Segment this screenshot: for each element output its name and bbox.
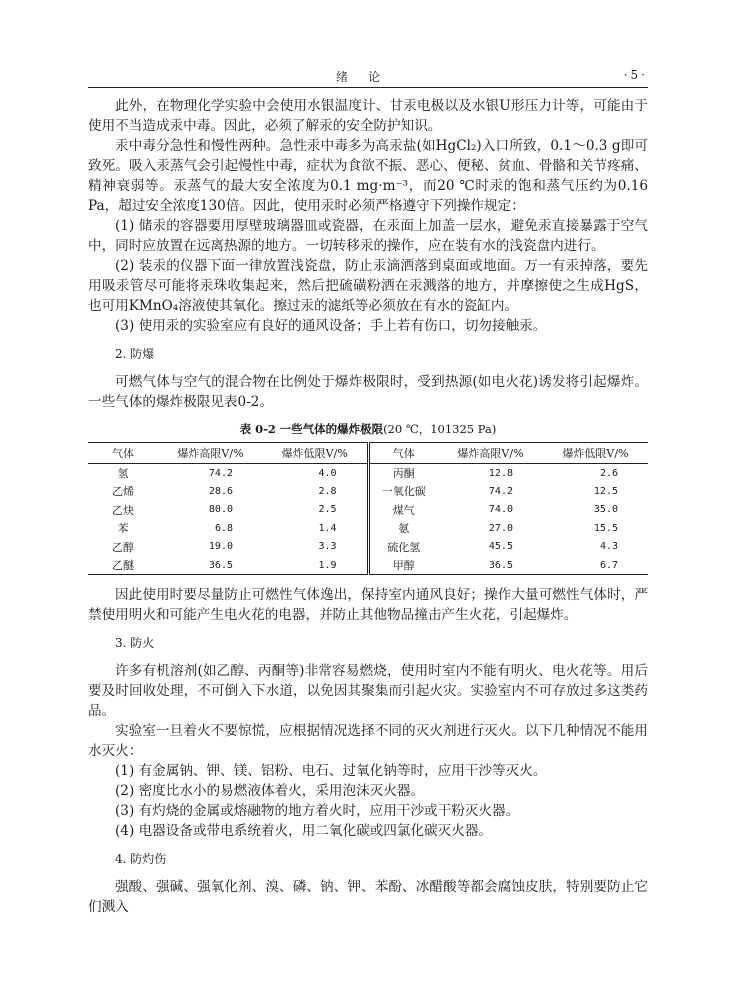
- paragraph: 因此使用时要尽量防止可燃性气体逸出，保持室内通风良好；操作大量可燃性气体时，严禁使用明火和可能产生电火花的电器，并防止其他物品撞击产生火花，引起爆炸。: [88, 587, 648, 623]
- paragraph: 许多有机溶剂(如乙醇、丙酮等)非常容易燃烧，使用时室内不能有明火、电火花等。用后要及时回收处理，不可倒入下水道，以免因其聚集而引起火灾。实验室内不可存放过多这类药品。: [88, 663, 648, 719]
- running-title: 绪论: [335, 70, 400, 84]
- section-heading: 2. 防爆: [115, 347, 155, 361]
- table-header-row: [88, 443, 648, 464]
- lower-limit: 1.9: [318, 559, 337, 571]
- upper-limit: 6.8: [214, 522, 233, 534]
- table-row: [88, 464, 648, 483]
- upper-limit: 74.2: [488, 485, 513, 497]
- paragraph: (1) 储汞的容器要用厚壁玻璃器皿或瓷器，在汞面上加盖一层水，避免汞直接暴露于空气中，同时应放置在远离热源的地方。一切转移汞的操作，应在装有水的浅瓷盘内进行。: [88, 218, 648, 254]
- column-header: 爆炸高限V/%: [158, 443, 263, 464]
- gas-name: 煤气: [368, 501, 438, 520]
- list-item: (4) 电器设备或带电系统着火，用二氧化碳或四氯化碳灭火器。: [115, 823, 493, 839]
- upper-limit: 80.0: [208, 504, 233, 516]
- upper-limit: 74.2: [208, 467, 233, 479]
- paragraph: (2) 装汞的仪器下面一律放置浅瓷盘，防止汞滴洒落到桌面或地面。万一有汞掉落，要先用吸汞管尽可能将汞珠收集起来，然后把硫磺粉洒在汞溅落的地方，并摩擦使之生成HgS，也可用KMnO₄溶液使其氧化。擦过汞的滤纸等必须放在有水的瓷缸内。: [88, 258, 648, 314]
- gas-name: 一氧化碳: [368, 482, 438, 501]
- upper-limit: 45.5: [488, 541, 513, 553]
- table-caption-label: 表 0-2: [239, 422, 276, 436]
- gas-name: 硫化氢: [368, 538, 438, 557]
- lower-limit: 3.3: [318, 541, 337, 553]
- table-caption-condition: (20 ℃，101325 Pa): [383, 422, 497, 436]
- table-row: [88, 482, 648, 501]
- paragraph: 实验室一旦着火不要惊慌，应根据情况选择不同的灭火剂进行灭火。以下几种情况不能用水灭火：: [88, 723, 648, 759]
- column-header: 爆炸高限V/%: [438, 443, 543, 464]
- column-header: 爆炸低限V/%: [543, 443, 648, 464]
- lower-limit: 6.7: [599, 559, 618, 571]
- lower-limit: 15.5: [593, 522, 618, 534]
- lower-limit: 2.5: [318, 504, 337, 516]
- gas-name: 乙醇: [112, 540, 134, 554]
- lower-limit: 35.0: [593, 504, 618, 516]
- table-row: [88, 501, 648, 520]
- explosion-limit-table: [88, 442, 648, 575]
- gas-name: 乙醚: [112, 559, 134, 572]
- paragraph: 强酸、强碱、强氧化剂、溴、磷、钠、钾、苯酚、冰醋酸等都会腐蚀皮肤，特别要防止它们溅入: [88, 879, 648, 915]
- list-item: (1) 有金属钠、钾、镁、铝粉、电石、过氧化钠等时，应用干沙等灭火。: [115, 763, 547, 779]
- page-header: [88, 66, 648, 88]
- table-caption: [88, 420, 648, 438]
- section-heading: 3. 防火: [115, 636, 155, 650]
- table-caption-text: 一些气体的爆炸极限: [279, 422, 384, 436]
- lower-limit: 4.0: [318, 467, 337, 479]
- list-item: (2) 密度比水小的易燃液体着火，采用泡沫灭火器。: [115, 783, 425, 799]
- lower-limit: 2.6: [599, 467, 618, 479]
- upper-limit: 28.6: [208, 485, 233, 497]
- gas-name: 甲醇: [368, 556, 438, 575]
- table-block: [88, 420, 648, 575]
- gas-name: 乙炔: [112, 503, 134, 517]
- gas-name: 乙烯: [112, 485, 134, 499]
- upper-limit: 27.0: [488, 522, 513, 534]
- table-row: [88, 538, 648, 557]
- lower-limit: 1.4: [318, 522, 337, 534]
- lower-limit: 12.5: [593, 485, 618, 497]
- upper-limit: 36.5: [208, 559, 233, 571]
- table-row: [88, 519, 648, 538]
- gas-name: 氢: [117, 467, 129, 480]
- lower-limit: 2.8: [318, 485, 337, 497]
- upper-limit: 74.0: [488, 504, 513, 516]
- paragraph: 汞中毒分急性和慢性两种。急性汞中毒多为高汞盐(如HgCl₂)入口所致，0.1～0.3 g即可致死。吸入汞蒸气会引起慢性中毒，症状为食欲不振、恶心、便秘、贫血、骨骼和关节疼痛、精神衰弱等。汞蒸气的最大安全浓度为0.1 mg·m⁻³，而20 ℃时汞的饱和蒸气压约为0.16 Pa，超过安全浓度130倍。因此，使用汞时必须严格遵守下列操作规定：: [88, 138, 648, 214]
- upper-limit: 19.0: [208, 541, 233, 553]
- paragraph: (3) 使用汞的实验室应有良好的通风设备；手上若有伤口，切勿接触汞。: [115, 318, 547, 334]
- section-heading: 4. 防灼伤: [115, 852, 167, 866]
- upper-limit: 36.5: [488, 559, 513, 571]
- table-row: [88, 556, 648, 575]
- column-header: 气体: [88, 443, 158, 464]
- lower-limit: 4.3: [599, 541, 618, 553]
- column-header: 爆炸低限V/%: [263, 443, 368, 464]
- gas-name: 丙酮: [368, 464, 438, 483]
- gas-name: 氨: [368, 519, 438, 538]
- list-item: (3) 有灼烧的金属或熔融物的地方着火时，应用干沙或干粉灭火器。: [115, 803, 520, 819]
- upper-limit: 12.8: [488, 467, 513, 479]
- page-body: [88, 96, 648, 917]
- gas-name: 苯: [117, 522, 129, 536]
- paragraph: 此外，在物理化学实验中会使用水银温度计、甘汞电极以及水银U形压力计等，可能由于使用不当造成汞中毒。因此，必须了解汞的安全防护知识。: [88, 98, 648, 134]
- column-header: 气体: [368, 443, 438, 464]
- page-number: ·5·: [623, 68, 648, 82]
- paragraph: 可燃气体与空气的混合物在比例处于爆炸极限时，受到热源(如电火花)诱发将引起爆炸。一些气体的爆炸极限见表0-2。: [88, 374, 648, 410]
